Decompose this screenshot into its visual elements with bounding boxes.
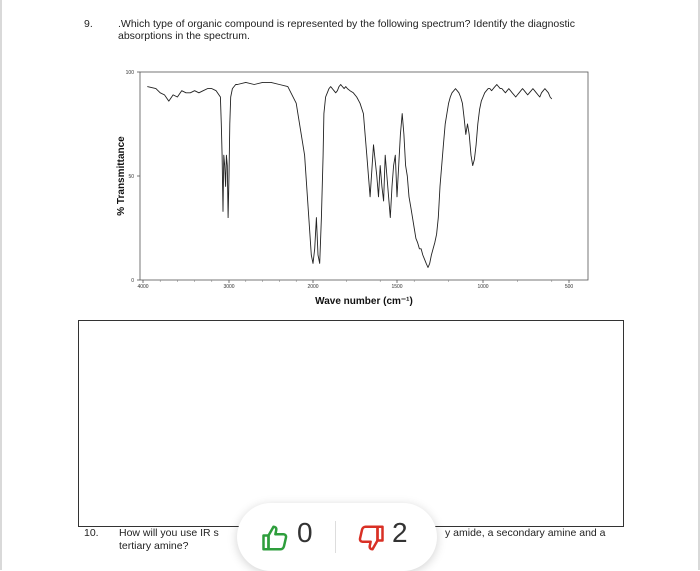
question-10-text-start: How will you use IR s bbox=[119, 527, 219, 539]
x-tick-label-1000: 1000 bbox=[477, 284, 489, 290]
answer-box[interactable] bbox=[78, 320, 624, 527]
downvote-count: 2 bbox=[392, 517, 408, 548]
plot-frame bbox=[140, 72, 588, 280]
y-tick-label-0: 0 bbox=[131, 278, 134, 284]
question-10-number: 10. bbox=[84, 527, 99, 539]
y-tick-label-100: 100 bbox=[125, 70, 134, 76]
question-9-text: .Which type of organic compound is represented by the following spectrum? Identify the diagnostic absorptions in the spectrum. bbox=[118, 18, 576, 42]
thumbs-up-icon[interactable] bbox=[261, 523, 291, 553]
x-tick-label-2000: 2000 bbox=[307, 284, 319, 290]
x-tick-label-1500: 1500 bbox=[391, 284, 403, 290]
question-9-number: 9. bbox=[84, 18, 93, 30]
question-10-text-end: y amide, a secondary amine and a bbox=[445, 527, 606, 539]
x-axis-label: Wave number (cm⁻¹) bbox=[315, 296, 413, 307]
vote-pill bbox=[237, 503, 437, 571]
vote-separator bbox=[335, 521, 336, 553]
upvote-count: 0 bbox=[297, 517, 313, 548]
y-axis-label: % Transmittance bbox=[116, 136, 127, 216]
y-tick-label-50: 50 bbox=[128, 174, 134, 180]
x-tick-label-4000: 4000 bbox=[137, 284, 149, 290]
thumbs-down-icon[interactable] bbox=[355, 523, 385, 553]
spectrum-line bbox=[147, 82, 552, 267]
x-tick-label-500: 500 bbox=[564, 284, 574, 290]
x-tick-label-3000: 3000 bbox=[223, 284, 235, 290]
question-10-text-line2: tertiary amine? bbox=[119, 540, 189, 552]
